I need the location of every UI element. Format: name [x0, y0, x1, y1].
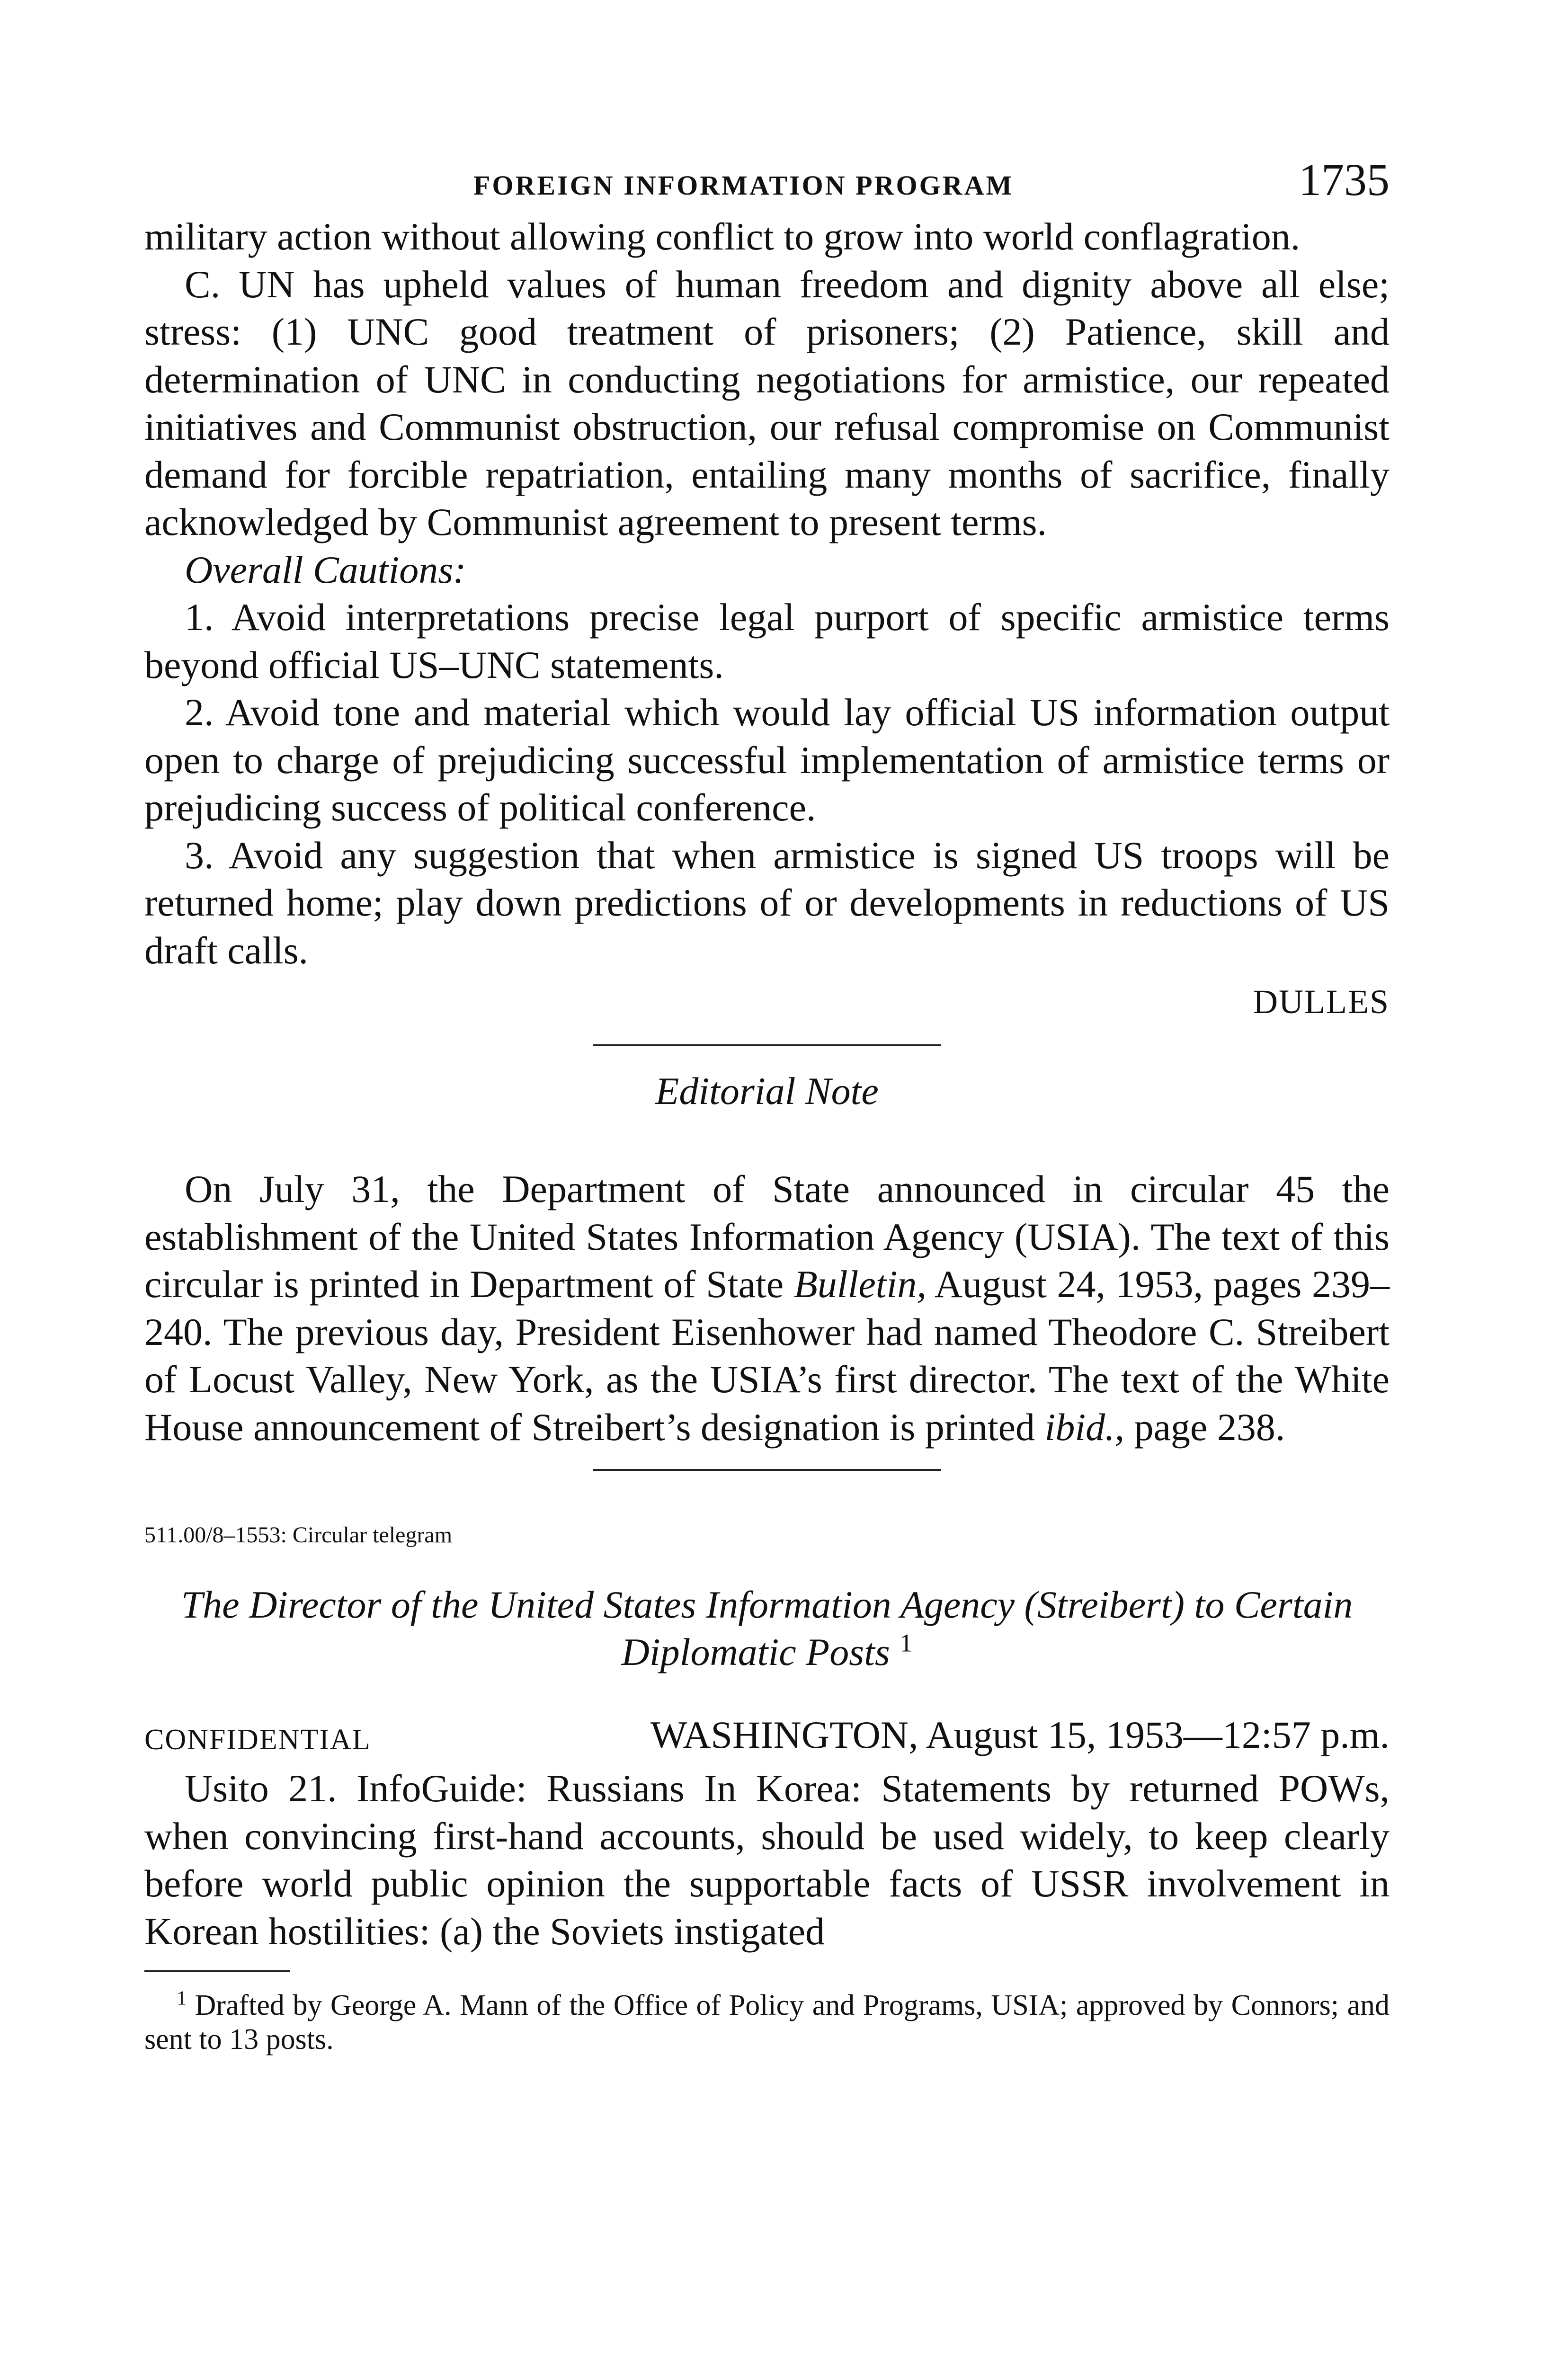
footnote-text: Drafted by George A. Mann of the Office of Policy and Programs, USIA; approved by Connors; and sent to 13 posts. — [144, 1989, 1390, 2056]
cautions-heading: Overall Cautions: — [185, 548, 466, 591]
continuation-paragraph: military action without allowing conflict to grow into world conflagration. — [144, 215, 1301, 258]
bulletin-title: Bulletin, — [793, 1263, 927, 1306]
editorial-note-title: Editorial Note — [655, 1069, 879, 1112]
document-title-text: The Director of the United States Information Agency (Streibert) to Certain Diplomatic Posts — [181, 1583, 1353, 1673]
telegram-paragraph: Usito 21. InfoGuide: Russians In Korea: Statements by returned POWs, when convincing first-hand accounts, should be used widely, to keep clearly before world public opinion the supportable facts of USSR involvement in Korean hostilities: (a) the Soviets instigated — [144, 1767, 1390, 1953]
editorial-text-2: August 24, 1953, pages 239–240. The previous day, President Eisenhower had named Theodore C. Streibert of Locust Valley, New York, as the USIA’s first director. The text of the White House announcement of Streibert’s designation is printed — [144, 1263, 1390, 1449]
section-divider — [593, 1044, 941, 1046]
point-c-paragraph: C. UN has upheld values of human freedom and dignity above all else; stress: (1) UNC good treatment of prisoners; (2) Patience, skill and determination of UNC in conducting negotiations for armistice, our repeated initiatives and Communist obstruction, our refusal compromise on Communist demand for forcible repatriation, entailing many months of sacrifice, finally acknowledged by Communist agreement to present terms. — [144, 262, 1390, 543]
section-divider — [593, 1469, 941, 1471]
running-head: FOREIGN INFORMATION PROGRAM — [473, 170, 1014, 201]
editorial-text-1: On July 31, the Department of State announced in circular 45 the establishment of the United States Information Agency (USIA). The text of this circular is printed in Department of State — [144, 1167, 1390, 1306]
dateline: WASHINGTON, August 15, 1953—12:57 p.m. — [650, 1713, 1390, 1756]
caution-2: 2. Avoid tone and material which would lay official US information output open to charge of prejudicing successful implementation of armistice terms or prejudicing success of political conference. — [144, 691, 1390, 829]
footnote — [144, 1988, 1390, 2056]
file-reference: 511.00/8–1553: Circular telegram — [144, 1522, 453, 1548]
telegram-body — [144, 1765, 1390, 1955]
signature: DULLES — [1253, 983, 1390, 1021]
document-page — [144, 156, 1390, 2056]
caution-1: 1. Avoid interpretations precise legal purport of specific armistice terms beyond official US–UNC statements. — [144, 596, 1390, 686]
page-number: 1735 — [1299, 154, 1390, 205]
footnote-divider — [144, 1970, 290, 1972]
document-title — [144, 1581, 1390, 1676]
editorial-note-paragraph — [144, 1166, 1390, 1451]
continuation-text — [144, 213, 1390, 974]
editorial-text-3: page 238. — [1124, 1405, 1285, 1449]
document-meta — [144, 1713, 1390, 1765]
ibid-reference: ibid., — [1044, 1405, 1125, 1449]
page-header — [144, 156, 1390, 213]
caution-3: 3. Avoid any suggestion that when armistice is signed US troops will be returned home; play down predictions of or developments in reductions of US draft calls. — [144, 833, 1390, 972]
footnote-reference: 1 — [900, 1628, 913, 1657]
footnote-marker: 1 — [177, 1987, 187, 2010]
editorial-note-body — [144, 1166, 1390, 1451]
classification-label: CONFIDENTIAL — [144, 1724, 371, 1756]
